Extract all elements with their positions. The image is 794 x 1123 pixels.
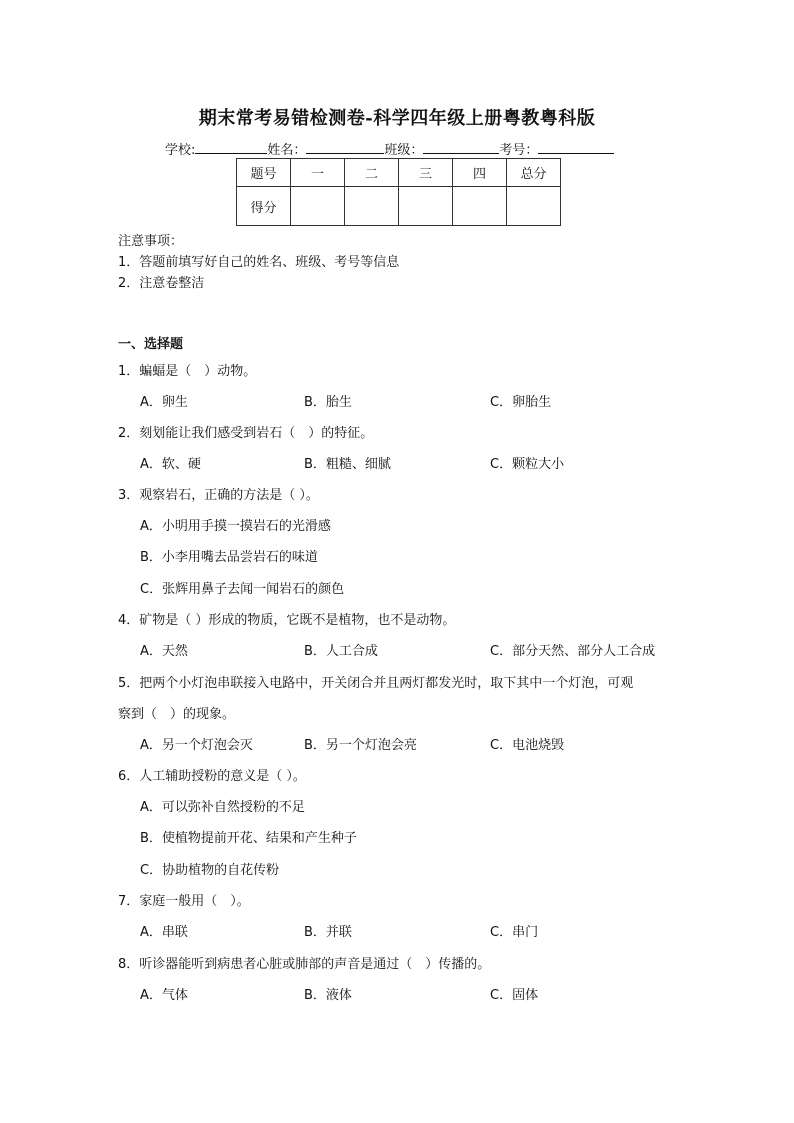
question-stem: 5．把两个小灯泡串联接入电路中，开关闭合并且两灯都发光时，取下其中一个灯泡，可观 bbox=[118, 676, 634, 691]
score-cell[interactable] bbox=[399, 187, 453, 226]
name-label: 姓名： bbox=[267, 143, 307, 158]
option-c[interactable]: C．部分天然、部分人工合成 bbox=[490, 644, 656, 659]
student-info-line bbox=[165, 139, 614, 158]
note-item: 1．答题前填写好自己的姓名、班级、考号等信息 bbox=[118, 255, 400, 270]
option-b[interactable]: B．使植物提前开花、结果和产生种子 bbox=[140, 831, 357, 846]
option-a[interactable]: A．可以弥补自然授粉的不足 bbox=[140, 800, 305, 815]
exam-no-label: 考号： bbox=[499, 143, 539, 158]
notes-heading: 注意事项： bbox=[118, 234, 184, 249]
option-b[interactable]: B．另一个灯泡会亮 bbox=[304, 738, 417, 753]
score-row-label: 得分 bbox=[237, 187, 291, 226]
score-cell[interactable] bbox=[453, 187, 507, 226]
question-stem: 2．刻划能让我们感受到岩石（ ）的特征。 bbox=[118, 426, 374, 441]
school-blank[interactable] bbox=[195, 141, 267, 154]
option-c[interactable]: C．协助植物的自花传粉 bbox=[140, 863, 280, 878]
score-header-cell: 三 bbox=[399, 159, 453, 187]
exam-title: 期末常考易错检测卷-科学四年级上册粤教粤科版 bbox=[198, 108, 596, 129]
option-b[interactable]: B．人工合成 bbox=[304, 644, 378, 659]
option-c[interactable]: C．电池烧毁 bbox=[490, 738, 565, 753]
section-title: 一、选择题 bbox=[118, 337, 184, 352]
note-item: 2．注意卷整洁 bbox=[118, 276, 205, 291]
score-header-cell: 题号 bbox=[237, 159, 291, 187]
option-a[interactable]: A．小明用手摸一摸岩石的光滑感 bbox=[140, 519, 331, 534]
option-b[interactable]: B．粗糙、细腻 bbox=[304, 457, 391, 472]
score-cell[interactable] bbox=[291, 187, 345, 226]
option-a[interactable]: A．气体 bbox=[140, 988, 188, 1003]
option-a[interactable]: A．软、硬 bbox=[140, 457, 201, 472]
score-header-cell: 一 bbox=[291, 159, 345, 187]
school-label: 学校: bbox=[165, 143, 196, 158]
option-b[interactable]: B．小李用嘴去品尝岩石的味道 bbox=[140, 550, 318, 565]
class-blank[interactable] bbox=[423, 141, 499, 154]
exam-no-blank[interactable] bbox=[538, 141, 614, 154]
score-table bbox=[236, 158, 561, 226]
score-cell[interactable] bbox=[507, 187, 561, 226]
option-b[interactable]: B．胎生 bbox=[304, 395, 352, 410]
question-stem: 7．家庭一般用（ ）。 bbox=[118, 894, 250, 909]
score-header-cell: 二 bbox=[345, 159, 399, 187]
option-a[interactable]: A．串联 bbox=[140, 925, 188, 940]
score-header-cell: 四 bbox=[453, 159, 507, 187]
option-b[interactable]: B．液体 bbox=[304, 988, 352, 1003]
score-cell[interactable] bbox=[345, 187, 399, 226]
question-stem: 6．人工辅助授粉的意义是（ ）。 bbox=[118, 769, 306, 784]
option-c[interactable]: C．卵胎生 bbox=[490, 395, 552, 410]
question-stem: 4．矿物是（ ）形成的物质，它既不是植物，也不是动物。 bbox=[118, 613, 456, 628]
question-stem-continued: 察到（ ）的现象。 bbox=[118, 707, 236, 722]
option-a[interactable]: A．另一个灯泡会灭 bbox=[140, 738, 253, 753]
question-stem: 8．听诊器能听到病患者心脏或肺部的声音是通过（ ）传播的。 bbox=[118, 957, 491, 972]
option-c[interactable]: C．颗粒大小 bbox=[490, 457, 565, 472]
score-table-header-row bbox=[237, 159, 561, 187]
option-c[interactable]: C．张辉用鼻子去闻一闻岩石的颜色 bbox=[140, 582, 345, 597]
option-b[interactable]: B．并联 bbox=[304, 925, 352, 940]
notes-block bbox=[118, 231, 399, 294]
score-table-score-row bbox=[237, 187, 561, 226]
option-a[interactable]: A．天然 bbox=[140, 644, 188, 659]
option-c[interactable]: C．固体 bbox=[490, 988, 539, 1003]
question-stem: 1．蝙蝠是（ ）动物。 bbox=[118, 364, 257, 379]
option-a[interactable]: A．卵生 bbox=[140, 395, 188, 410]
question-stem: 3．观察岩石，正确的方法是（ ）。 bbox=[118, 488, 319, 503]
class-label: 班级： bbox=[384, 143, 424, 158]
option-c[interactable]: C．串门 bbox=[490, 925, 539, 940]
score-header-cell: 总分 bbox=[507, 159, 561, 187]
name-blank[interactable] bbox=[306, 141, 384, 154]
